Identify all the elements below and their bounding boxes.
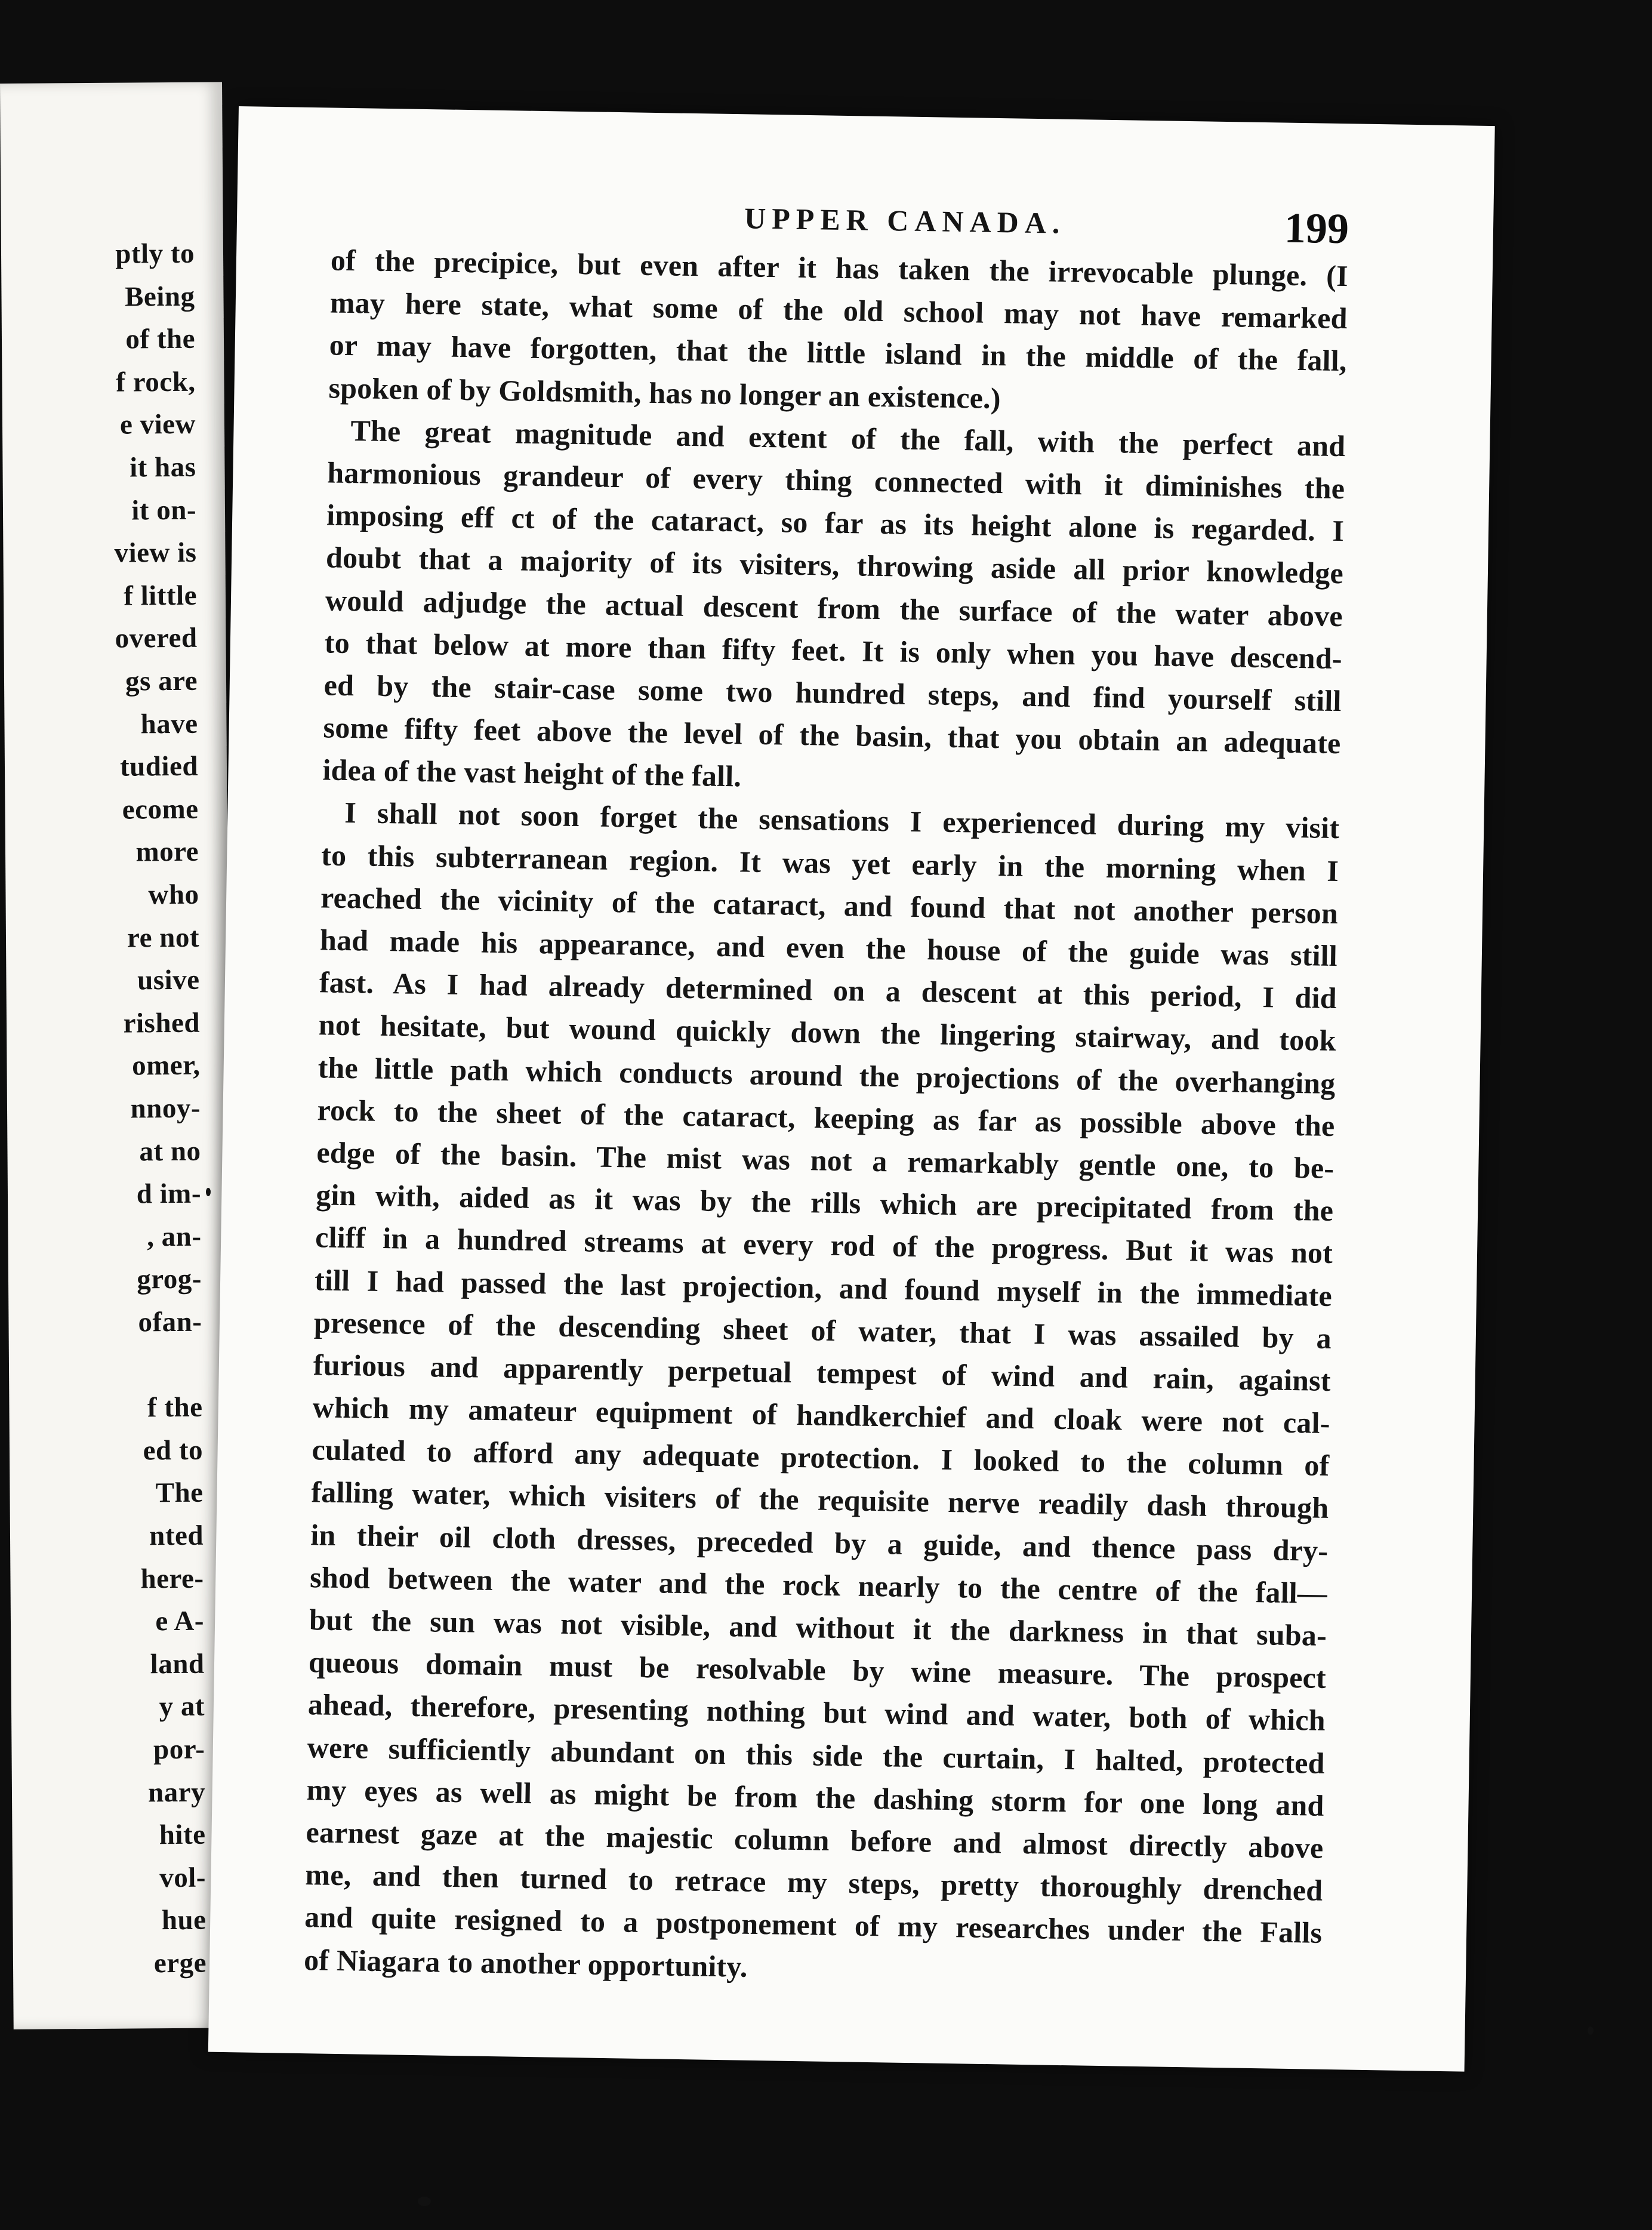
text-line: imposing eff ct of the cataract, so far as its height alone is regarded. I: [326, 498, 1345, 548]
text-line: presence of the descending sheet of water, that I was assailed by a: [313, 1305, 1332, 1355]
page-number: 199: [1284, 204, 1349, 253]
text-line: may here state, what some of the old school may not have remarked: [329, 285, 1348, 335]
left-page-fragment: , an-: [147, 1221, 202, 1253]
text-line: doubt that a majority of its visiters, throwing aside all prior knowledge: [325, 540, 1344, 590]
left-page-fragment: e view: [119, 409, 196, 441]
text-line: in their oil cloth dresses, preceded by a guide, and thence pass dry-: [310, 1517, 1329, 1567]
dust-speck: [1588, 2026, 1594, 2035]
text-line: rock to the sheet of the cataract, keeping as far as possible above the: [317, 1093, 1335, 1142]
text-line: harmonious grandeur of every thing connected with it diminishes the: [326, 455, 1345, 506]
left-page-fragment: d im-: [136, 1178, 202, 1210]
left-page-fragment: nnoy-: [130, 1092, 201, 1125]
text-line: queous domain must be resolvable by wine measure. The prospect: [308, 1645, 1327, 1695]
book-page: [208, 106, 1495, 2072]
left-page-fragment: The: [155, 1477, 204, 1509]
text-line: of Niagara to another opportunity.: [303, 1942, 748, 1983]
text-line: furious and apparently perpetual tempest of wind and rain, against: [313, 1348, 1332, 1397]
text-line: culated to afford any adequate protection. I looked to the column of: [312, 1433, 1330, 1483]
text-line: shod between the water and the rock nearly to the centre of the fall—: [309, 1560, 1328, 1610]
left-page-fragment: have: [140, 708, 198, 740]
left-page-fragment: it on-: [131, 494, 197, 526]
left-page-fragment: Being: [124, 281, 195, 313]
dust-speck: [206, 1188, 211, 1196]
text-line: gin with, aided as it was by the rills which are precipitated from the: [315, 1178, 1334, 1228]
left-page-fragment: hite: [159, 1819, 206, 1851]
text-line: not hesitate, but wound quickly down the lingering stairway, and took: [318, 1008, 1337, 1058]
text-line: spoken of by Goldsmith, has no longer an existence.): [328, 370, 1001, 415]
left-page-fragment: por-: [153, 1733, 205, 1766]
text-line: ahead, therefore, presenting nothing but wind and water, both of which: [307, 1687, 1326, 1738]
left-page-fragment: tudied: [119, 750, 199, 783]
left-page-fragment: view is: [114, 537, 197, 569]
body-text: [304, 239, 1349, 1997]
running-head: UPPER CANADA.: [744, 201, 1066, 240]
left-page-fragment: grog-: [137, 1264, 202, 1295]
text-line: were sufficiently abundant on this side the curtain, I halted, protected: [307, 1730, 1326, 1780]
text-line: me, and then turned to retrace my steps, pretty thoroughly drenched: [305, 1858, 1323, 1908]
text-line: or may have forgotten, that the little island in the middle of the fall,: [329, 328, 1347, 378]
left-page-fragment: usive: [137, 964, 200, 996]
left-page-fragment: e A-: [155, 1605, 205, 1637]
text-line: ed by the stair-case some two hundred steps, and find yourself still: [323, 668, 1342, 718]
left-page-fragment: f rock,: [116, 366, 196, 398]
left-page-fragment: overed: [115, 623, 198, 655]
text-line: but the sun was not visible, and without it the darkness in that suba-: [309, 1603, 1327, 1652]
text-line: till I had passed the last projection, and found myself in the immediate: [314, 1262, 1333, 1313]
left-page-fragment: here-: [140, 1563, 204, 1595]
text-line: earnest gaze at the majestic column before and almost directly above: [306, 1815, 1324, 1865]
text-line: which my amateur equipment of handkerchief and cloak were not cal-: [312, 1390, 1331, 1440]
left-page-fragment: who: [148, 879, 199, 911]
left-page-fragment: it has: [129, 451, 196, 483]
dust-speck: [418, 2197, 431, 2206]
left-page-fragment: nted: [149, 1520, 204, 1552]
text-line: idea of the vast height of the fall.: [322, 753, 742, 793]
left-page-fragment: ed to: [143, 1434, 204, 1467]
left-page-fragment: gs are: [125, 665, 198, 697]
left-page-fragment: f the: [147, 1391, 203, 1424]
left-page-fragment: more: [135, 836, 199, 868]
left-page-fragment: land: [150, 1648, 205, 1680]
text-line: some fifty feet above the level of the basin, that you obtain an adequate: [323, 710, 1341, 760]
text-line: edge of the basin. The mist was not a remarkably gentle one, to be-: [316, 1135, 1334, 1185]
left-page-fragment: hue: [161, 1905, 207, 1936]
text-line: The great magnitude and extent of the fall, with the perfect and: [350, 413, 1346, 463]
left-page-fragment: ptly to: [115, 238, 195, 270]
text-line: reached the vicinity of the cataract, and found that not another person: [320, 880, 1339, 930]
text-line: of the precipice, but even after it has taken the irrevocable plunge. (I: [330, 243, 1349, 293]
left-page-fragment: nary: [147, 1776, 206, 1808]
left-page-fragment: f little: [124, 580, 198, 612]
text-line: would adjudge the actual descent from the surface of the water above: [325, 583, 1343, 633]
left-page-fragment: of the: [125, 323, 196, 355]
text-line: I shall not soon forget the sensations I experienced during my visit: [344, 796, 1340, 845]
text-line: had made his appearance, and even the house of the guide was still: [319, 923, 1338, 973]
text-line: to that below at more than fifty feet. It is only when you have descend-: [324, 626, 1343, 675]
left-page-fragment: erge: [153, 1947, 207, 1979]
left-page-fragment: vol-: [159, 1862, 207, 1894]
left-page-fragment: re not: [127, 922, 200, 954]
left-page-fragment: omer,: [132, 1050, 201, 1082]
left-page-fragment: rished: [123, 1007, 201, 1039]
text-line: the little path which conducts around the projections of the overhanging: [318, 1050, 1336, 1100]
left-page-fragment: ecome: [122, 793, 199, 826]
text-line: cliff in a hundred streams at every rod of the progress. But it was not: [315, 1220, 1333, 1270]
text-line: my eyes as well as might be from the dashing storm for one long and: [306, 1772, 1324, 1822]
left-page-edge: [0, 82, 236, 2029]
text-line: fast. As I had already determined on a descent at this period, I did: [319, 965, 1337, 1015]
left-page-fragment: ofan-: [138, 1306, 202, 1338]
left-page-fragment: y at: [159, 1691, 205, 1723]
text-line: to this subterranean region. It was yet early in the morning when I: [320, 837, 1339, 888]
text-line: and quite resigned to a postponement of my researches under the Falls: [304, 1900, 1323, 1950]
left-page-fragment: at no: [139, 1135, 201, 1168]
text-line: falling water, which visiters of the requisite nerve readily dash through: [311, 1475, 1329, 1525]
